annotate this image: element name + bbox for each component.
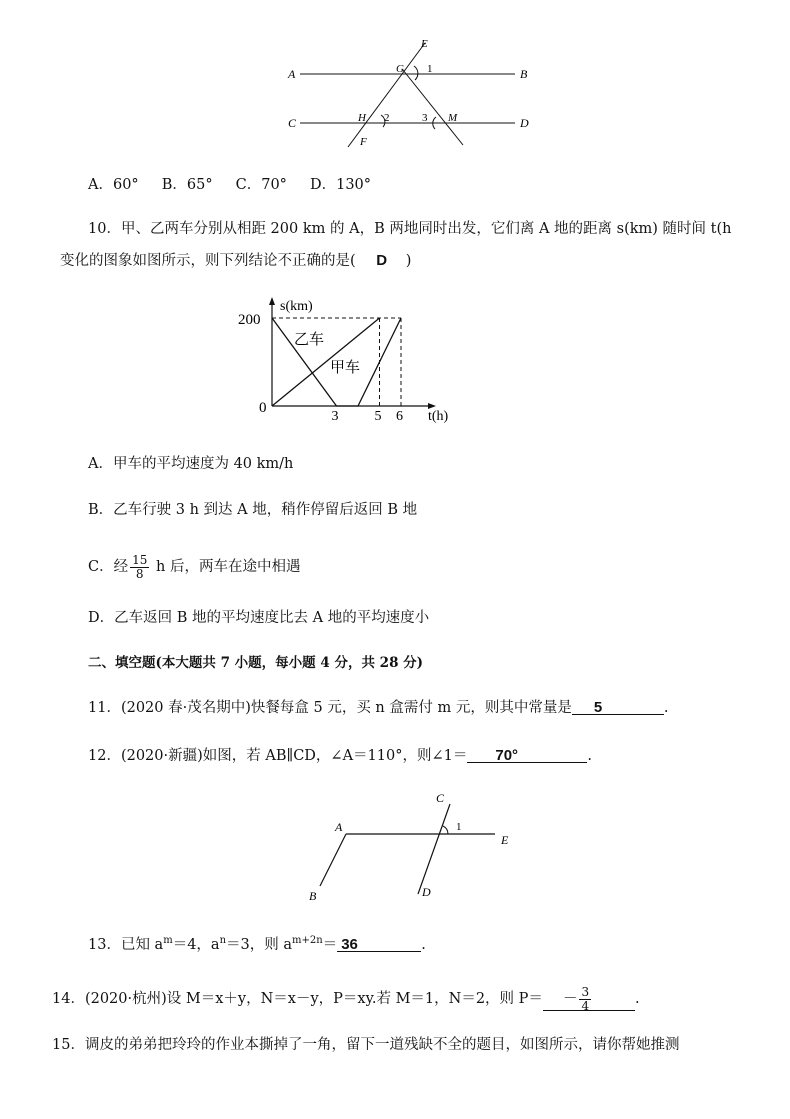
- q9-option-c: C．70°: [235, 177, 287, 193]
- q12-answer: 70°: [495, 747, 519, 764]
- q10-line1: 10．甲、乙两车分别从相距 200 km 的 A，B 两地同时出发，它们离 A 地的距离 s(km) 随时间 t(h: [88, 221, 732, 237]
- q10-option-c-post: h 后，两车在途中相遇: [151, 559, 301, 575]
- label-G: G: [396, 63, 404, 75]
- q11: [88, 698, 668, 718]
- q14-text: 14．(2020·杭州)设 M＝x＋y，N＝x－y，P＝xy.若 M＝1，N＝2，则 P＝: [52, 991, 543, 1007]
- q10-answer: D: [376, 252, 388, 269]
- angle-1-label: 1: [456, 821, 462, 833]
- angle-figure: [300, 786, 520, 908]
- q10-stem-close: ): [405, 253, 412, 269]
- q15: 15．调皮的弟弟把玲玲的作业本撕掉了一角，留下一道残缺不全的题目，如图所示，请你帮她推测: [52, 1037, 680, 1053]
- q12-answer-blank: [467, 746, 587, 763]
- section-heading: 二、填空题(本大题共 7 小题，每小题 4 分，共 28 分): [88, 655, 424, 671]
- q14: [52, 982, 640, 1016]
- label-E: E: [501, 833, 509, 847]
- y-axis-arrow: [269, 297, 275, 305]
- angle-1-label: 1: [427, 63, 433, 75]
- label-D: D: [520, 116, 529, 130]
- q13: [88, 931, 426, 955]
- q13-exp-m2n: m+2n: [292, 935, 323, 946]
- q14-answer-fraction: [579, 986, 591, 1013]
- q14-answer-sign: －: [562, 991, 578, 1007]
- q13-exp-m: m: [163, 935, 173, 946]
- label-E: E: [421, 38, 428, 50]
- q13-mid1: ＝4，a: [172, 936, 220, 953]
- series-line-jia: [272, 318, 380, 406]
- fraction-15-8: [130, 554, 149, 581]
- q12-text: 12．(2020·新疆)如图，若 AB∥CD，∠A＝110°，则∠1＝: [88, 748, 468, 764]
- q9-option-b: B．65°: [161, 177, 213, 193]
- q13-pre: 13．已知 a: [88, 936, 164, 953]
- q10-option-c: [88, 552, 300, 582]
- q10-option-c-pre: C．经: [88, 559, 129, 575]
- angle-2-label: 2: [384, 112, 390, 124]
- q9-options: [88, 175, 371, 195]
- label-B: B: [309, 889, 317, 903]
- tick-label-6: 6: [396, 409, 403, 424]
- origin-label: 0: [259, 400, 267, 416]
- series-label-yi: 乙车: [294, 332, 325, 348]
- q9-option-d: D．130°: [309, 177, 372, 193]
- tick-label-3: 3: [331, 409, 339, 424]
- fraction-numerator: 15: [132, 552, 148, 567]
- q12-end: .: [587, 748, 592, 764]
- q11-answer: 5: [593, 699, 603, 716]
- q13-answer-blank: [337, 935, 421, 952]
- q9-option-a: A．60°: [88, 177, 139, 193]
- label-F: F: [360, 136, 367, 148]
- tick-label-200: 200: [238, 312, 261, 328]
- q13-answer: 36: [341, 935, 358, 953]
- y-axis-label: s(km): [280, 299, 313, 314]
- label-C: C: [288, 116, 297, 130]
- q10-option-b: B．乙车行驶 3 h 到达 A 地，稍作停留后返回 B 地: [88, 502, 418, 518]
- q11-answer-blank: [572, 698, 664, 715]
- q14-answer-blank: [543, 982, 635, 1011]
- q10-line2: [60, 251, 411, 271]
- q14-fraction-numerator: 3: [581, 984, 590, 999]
- series-label-jia: 甲车: [330, 360, 361, 376]
- label-M: M: [448, 112, 458, 124]
- q13-end: .: [421, 936, 426, 953]
- q14-fraction-denominator: 4: [581, 998, 590, 1013]
- label-A: A: [288, 67, 296, 81]
- label-D: D: [422, 885, 431, 899]
- label-A: A: [335, 820, 343, 834]
- q12: [88, 746, 592, 766]
- q10-option-d: D．乙车返回 B 地的平均速度比去 A 地的平均速度小: [88, 610, 430, 626]
- q13-mid3: ＝: [322, 936, 338, 953]
- q13-mid2: ＝3，则 a: [226, 936, 293, 953]
- fraction-denominator: 8: [135, 566, 144, 581]
- tick-label-5: 5: [374, 409, 382, 424]
- x-axis-label: t(h): [428, 409, 449, 424]
- q11-text: 11．(2020 春·茂名期中)快餐每盒 5 元，买 n 盒需付 m 元，则其中常量是: [88, 700, 572, 716]
- distance-time-chart: [228, 292, 468, 432]
- q13-exp-n: n: [219, 935, 227, 946]
- q10-stem: 变化的图象如图所示，则下列结论不正确的是(: [60, 253, 356, 269]
- q10-option-a: A．甲车的平均速度为 40 km/h: [88, 456, 294, 472]
- label-H: H: [358, 112, 366, 124]
- label-B: B: [520, 67, 528, 81]
- parallel-lines-figure: [280, 35, 540, 150]
- q14-end: .: [634, 991, 640, 1007]
- angle-3-label: 3: [422, 112, 428, 124]
- q11-end: .: [663, 700, 669, 716]
- label-C: C: [436, 791, 445, 805]
